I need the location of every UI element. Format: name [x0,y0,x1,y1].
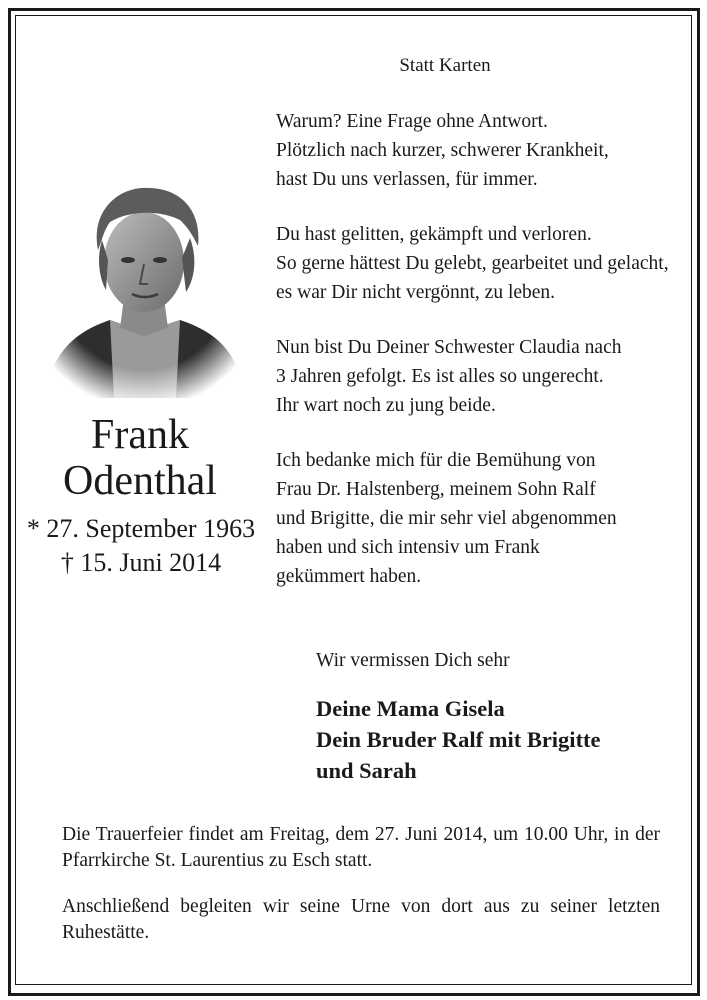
signature-line: Deine Mama Gisela [316,696,505,721]
poem-line: gekümmert haben. [276,566,422,587]
poem-line: Warum? Eine Frage ohne Antwort. [276,111,548,132]
signatures [316,693,601,786]
deceased-name [20,412,260,504]
poem [276,107,696,617]
stanza [276,333,696,420]
poem-line: es war Dir nicht vergönnt, zu leben. [276,282,556,303]
service-paragraph: Anschließend begleiten wir seine Urne von dort aus zu seiner letzten Ruhestätte. [62,896,660,943]
poem-line: Du hast gelitten, gekämpft und verloren. [276,224,592,245]
death-date: † 15. Juni 2014 [60,548,222,577]
statt-karten-heading: Statt Karten [399,55,491,76]
poem-line: hast Du uns verlassen, für immer. [276,169,538,190]
life-dates [18,512,264,580]
service-info [62,822,660,966]
signature-line: und Sarah [316,758,417,783]
miss-you-line: Wir vermissen Dich sehr [316,650,510,671]
stanza [276,220,696,307]
service-paragraph: Die Trauerfeier findet am Freitag, dem 27. Juni 2014, um 10.00 Uhr, in der Pfarrkirche St. Laurentius zu Esch statt. [62,824,660,871]
stanza [276,107,696,194]
first-name: Frank [91,412,189,458]
signature-line: Dein Bruder Ralf mit Brigitte [316,727,601,752]
poem-line: Ich bedanke mich für die Bemühung von [276,450,596,471]
poem-line: haben und sich intensiv um Frank [276,537,540,558]
poem-line: Ihr wart noch zu jung beide. [276,395,496,416]
poem-line: 3 Jahren gefolgt. Es ist alles so ungerecht. [276,366,604,387]
birth-date: * 27. September 1963 [26,514,256,543]
poem-line: Plötzlich nach kurzer, schwerer Krankheit, [276,140,609,161]
poem-line: Frau Dr. Halstenberg, meinem Sohn Ralf [276,479,596,500]
stanza [276,446,696,591]
poem-line: So gerne hättest Du gelebt, gearbeitet und gelacht, [276,253,669,274]
poem-line: und Brigitte, die mir sehr viel abgenommen [276,508,617,529]
poem-line: Nun bist Du Deiner Schwester Claudia nach [276,337,622,358]
portrait-photo [40,180,248,398]
last-name: Odenthal [63,458,217,504]
